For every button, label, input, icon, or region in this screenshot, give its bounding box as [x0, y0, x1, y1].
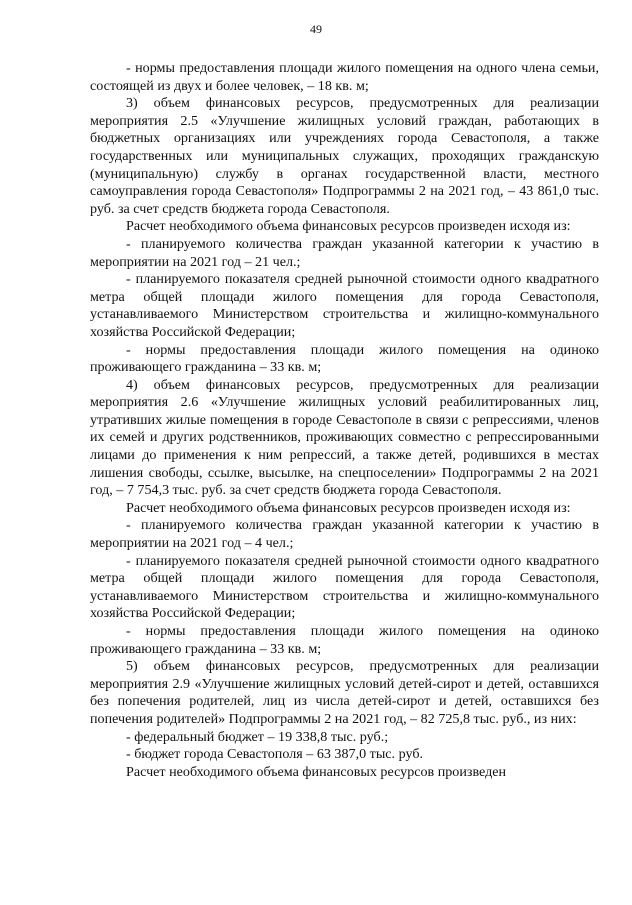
paragraph-citizens-count: - планируемого количества граждан указанной категории к участию в мероприятии на 2021 год – 4 чел.;	[90, 517, 599, 552]
paragraph-norm-single: - нормы предоставления площади жилого помещения на одиноко проживающего гражданина – 33 кв. м;	[90, 341, 599, 376]
paragraph-item-4: 4) объем финансовых ресурсов, предусмотренных для реализации мероприятия 2.6 «Улучшение жилищных условий реабилитированных лиц, утративших жилые помещения в городе Севастополе в связи с репрессиями, членов их семей и других родственников, проживающих совместно с репрессированными лицами до применения к ним репрессий, а также детей, родившихся в местах лишения свободы, ссылке, высылке, на спецпоселении» Подпрограммы 2 на 2021 год, – 7 754,3 тыс. руб. за счет средств бюджета города Севастополя.	[90, 376, 599, 499]
page-number: 49	[310, 22, 322, 36]
paragraph-item-3: 3) объем финансовых ресурсов, предусмотренных для реализации мероприятия 2.5 «Улучшение жилищных условий граждан, работающих в бюджетных организациях или учреждениях города Севастополя, а также государственных или муниципальных служащих, проходящих гражданскую (муниципальную) службу в органах государственной власти, местного самоуправления города Севастополя» Подпрограммы 2 на 2021 год, – 43 861,0 тыс. руб. за счет средств бюджета города Севастополя.	[90, 95, 599, 217]
document-body	[90, 60, 599, 781]
paragraph-norm-single: - нормы предоставления площади жилого помещения на одиноко проживающего гражданина – 33 кв. м;	[90, 623, 599, 657]
paragraph-norm-family: - нормы предоставления площади жилого помещения на одного члена семьи, состоящей из двух и более человек, – 18 кв. м;	[90, 60, 599, 94]
paragraph-item-5: 5) объем финансовых ресурсов, предусмотренных для реализации мероприятия 2.9 «Улучшение жилищных условий детей-сирот и детей, оставшихся без попечения родителей, лиц из числа детей-сирот и детей, оставшихся без попечения родителей» Подпрограммы 2 на 2021 год, – 82 725,8 тыс. руб., из них:	[90, 658, 599, 727]
paragraph-market-price: - планируемого показателя средней рыночной стоимости одного квадратного метра общей площади жилого помещения для города Севастополя, устанавливаемого Министерством строительства и жилищно-коммунального хозяйства Российской Федерации;	[90, 552, 599, 622]
paragraph-calc-basis: Расчет необходимого объема финансовых ресурсов произведен	[126, 763, 507, 780]
paragraph-calc-basis: Расчет необходимого объема финансовых ресурсов произведен исходя из:	[126, 218, 571, 235]
paragraph-city-budget: - бюджет города Севастополя – 63 387,0 тыс. руб.	[126, 746, 424, 763]
paragraph-calc-basis: Расчет необходимого объема финансовых ресурсов произведен исходя из:	[126, 499, 571, 516]
paragraph-citizens-count: - планируемого количества граждан указанной категории к участию в мероприятии на 2021 год – 21 чел.;	[90, 235, 599, 270]
paragraph-market-price: - планируемого показателя средней рыночной стоимости одного квадратного метра общей площади жилого помещения для города Севастополя, устанавливаемого Министерством строительства и жилищно-коммунального хозяйства Российской Федерации;	[90, 271, 599, 340]
paragraph-federal-budget: - федеральный бюджет – 19 338,8 тыс. руб.;	[126, 728, 389, 745]
